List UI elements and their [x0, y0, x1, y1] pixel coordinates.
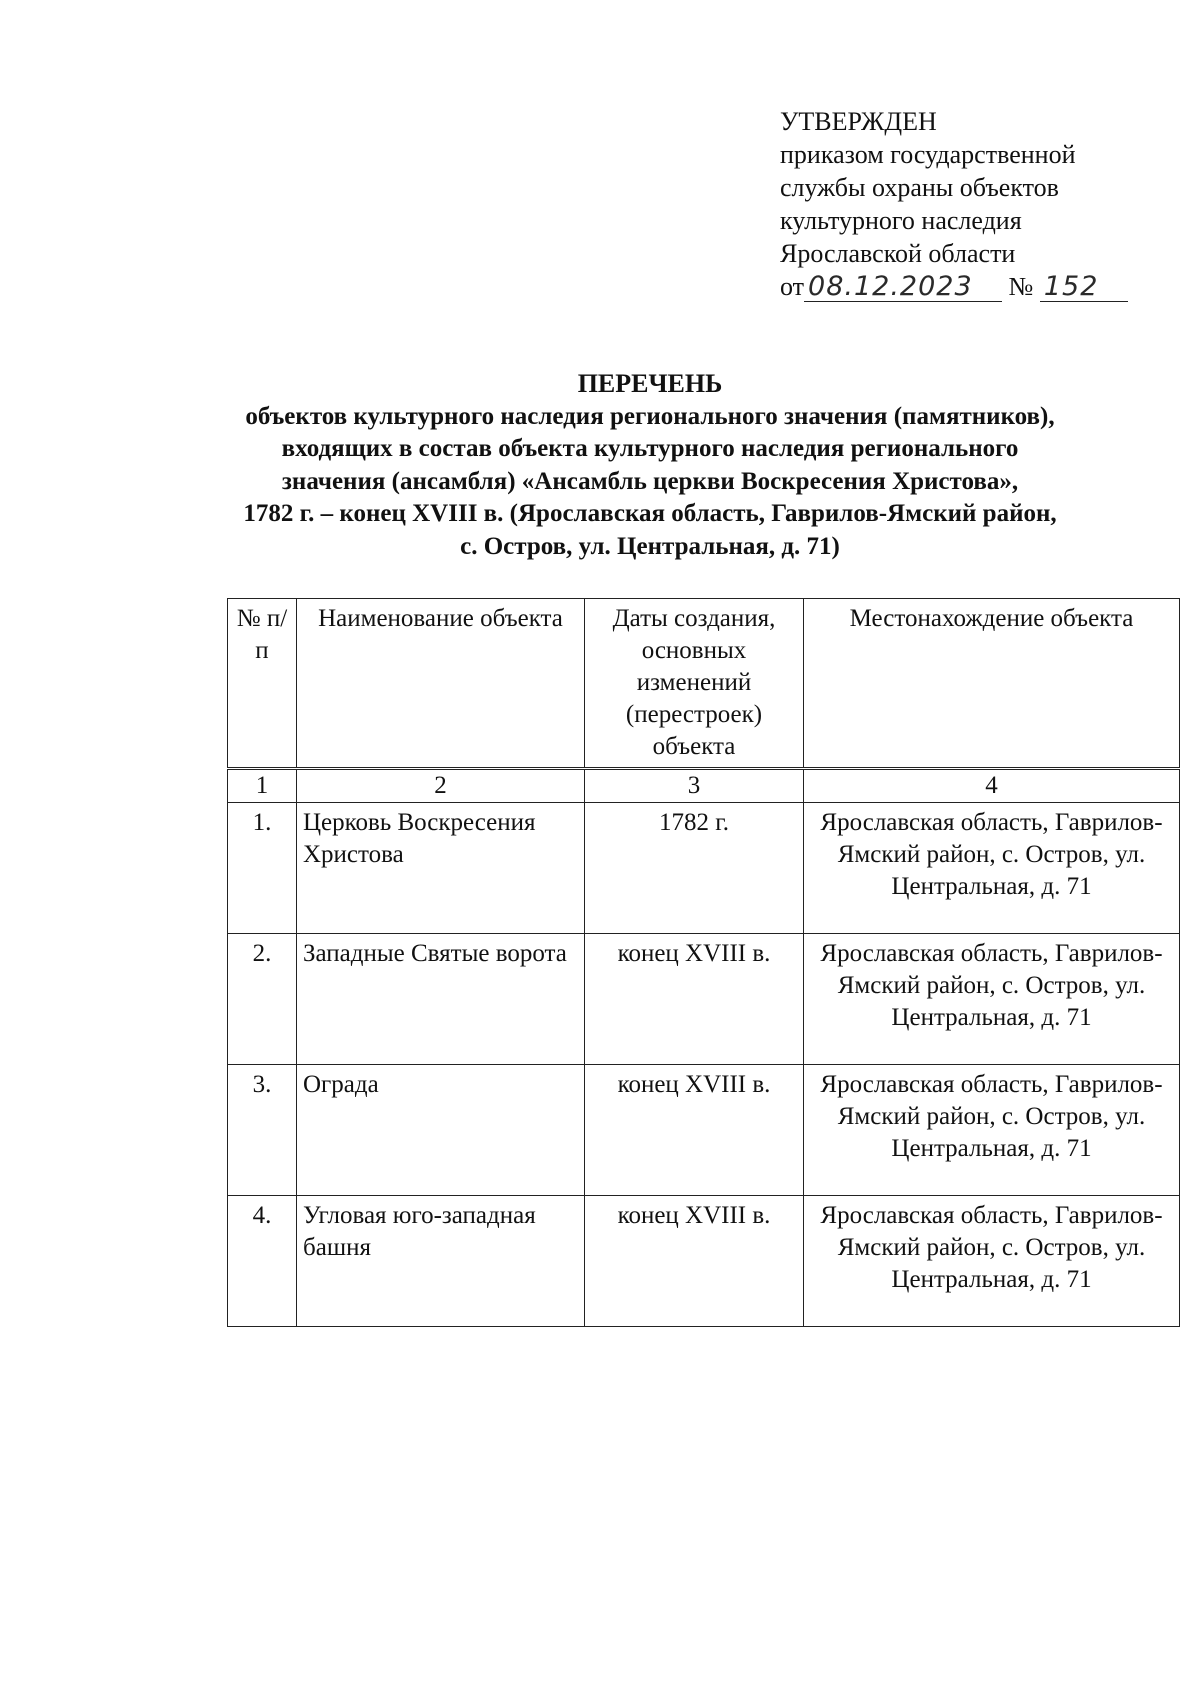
object-date: конец XVIII в. [585, 1065, 804, 1196]
table-row [228, 1196, 1180, 1327]
approval-date-line [780, 270, 1128, 303]
title-line: значения (ансамбля) «Ансамбль церкви Воскресения Христова», [281, 467, 1019, 495]
object-location: Ярославская область, Гаврилов-Ямский район, с. Остров, ул. Центральная, д. 71 [804, 1196, 1180, 1327]
object-name: Угловая юго-западная башня [297, 1196, 585, 1327]
object-date: конец XVIII в. [585, 934, 804, 1065]
title-line: входящих в состав объекта культурного наследия регионального [281, 435, 1019, 462]
object-name: Церковь Воскресения Христова [297, 803, 585, 934]
column-number: 3 [585, 769, 804, 803]
header-number: № п/п [228, 599, 297, 769]
row-number: 3. [228, 1065, 297, 1196]
row-number: 4. [228, 1196, 297, 1327]
object-location: Ярославская область, Гаврилов-Ямский район, с. Остров, ул. Центральная, д. 71 [804, 1065, 1180, 1196]
header-dates: Даты создания, основных изменений (перестроек) объекта [585, 599, 804, 769]
table-header-row [228, 599, 1180, 769]
row-number: 1. [228, 803, 297, 934]
row-number: 2. [228, 934, 297, 1065]
column-number-row [228, 769, 1180, 803]
object-date: 1782 г. [585, 803, 804, 934]
object-name: Ограда [297, 1065, 585, 1196]
column-number: 2 [297, 769, 585, 803]
table-row [228, 1065, 1180, 1196]
object-location: Ярославская область, Гаврилов-Ямский район, с. Остров, ул. Центральная, д. 71 [804, 803, 1180, 934]
approval-text-line: культурного наследия [780, 206, 1022, 235]
table-row [228, 934, 1180, 1065]
object-location: Ярославская область, Гаврилов-Ямский район, с. Остров, ул. Центральная, д. 71 [804, 934, 1180, 1065]
number-prefix: № [1008, 272, 1034, 301]
header-location: Местонахождение объекта [804, 599, 1180, 769]
object-name: Западные Святые ворота [297, 934, 585, 1065]
objects-table [227, 598, 1180, 1327]
title-line: с. Остров, ул. Центральная, д. 71) [460, 532, 840, 560]
approval-text-line: службы охраны объектов [780, 173, 1059, 202]
column-number: 1 [228, 769, 297, 803]
title-line: объектов культурного наследия регионального значения (памятников), [245, 402, 1055, 430]
header-name: Наименование объекта [297, 599, 585, 769]
approval-text-line: Ярославской области [780, 239, 1016, 268]
document-title [150, 368, 1150, 563]
approval-block [780, 105, 1128, 303]
table-row [228, 803, 1180, 934]
date-prefix: от [780, 272, 805, 301]
approval-text-line: приказом государственной [780, 140, 1076, 169]
title-heading: ПЕРЕЧЕНЬ [577, 369, 723, 398]
column-number: 4 [804, 769, 1180, 803]
order-date: 08.12.2023 [804, 273, 1002, 302]
approval-heading: УТВЕРЖДЕН [780, 107, 937, 136]
object-date: конец XVIII в. [585, 1196, 804, 1327]
title-line: 1782 г. – конец XVIII в. (Ярославская область, Гаврилов-Ямский район, [243, 500, 1057, 527]
order-number: 152 [1040, 273, 1128, 302]
